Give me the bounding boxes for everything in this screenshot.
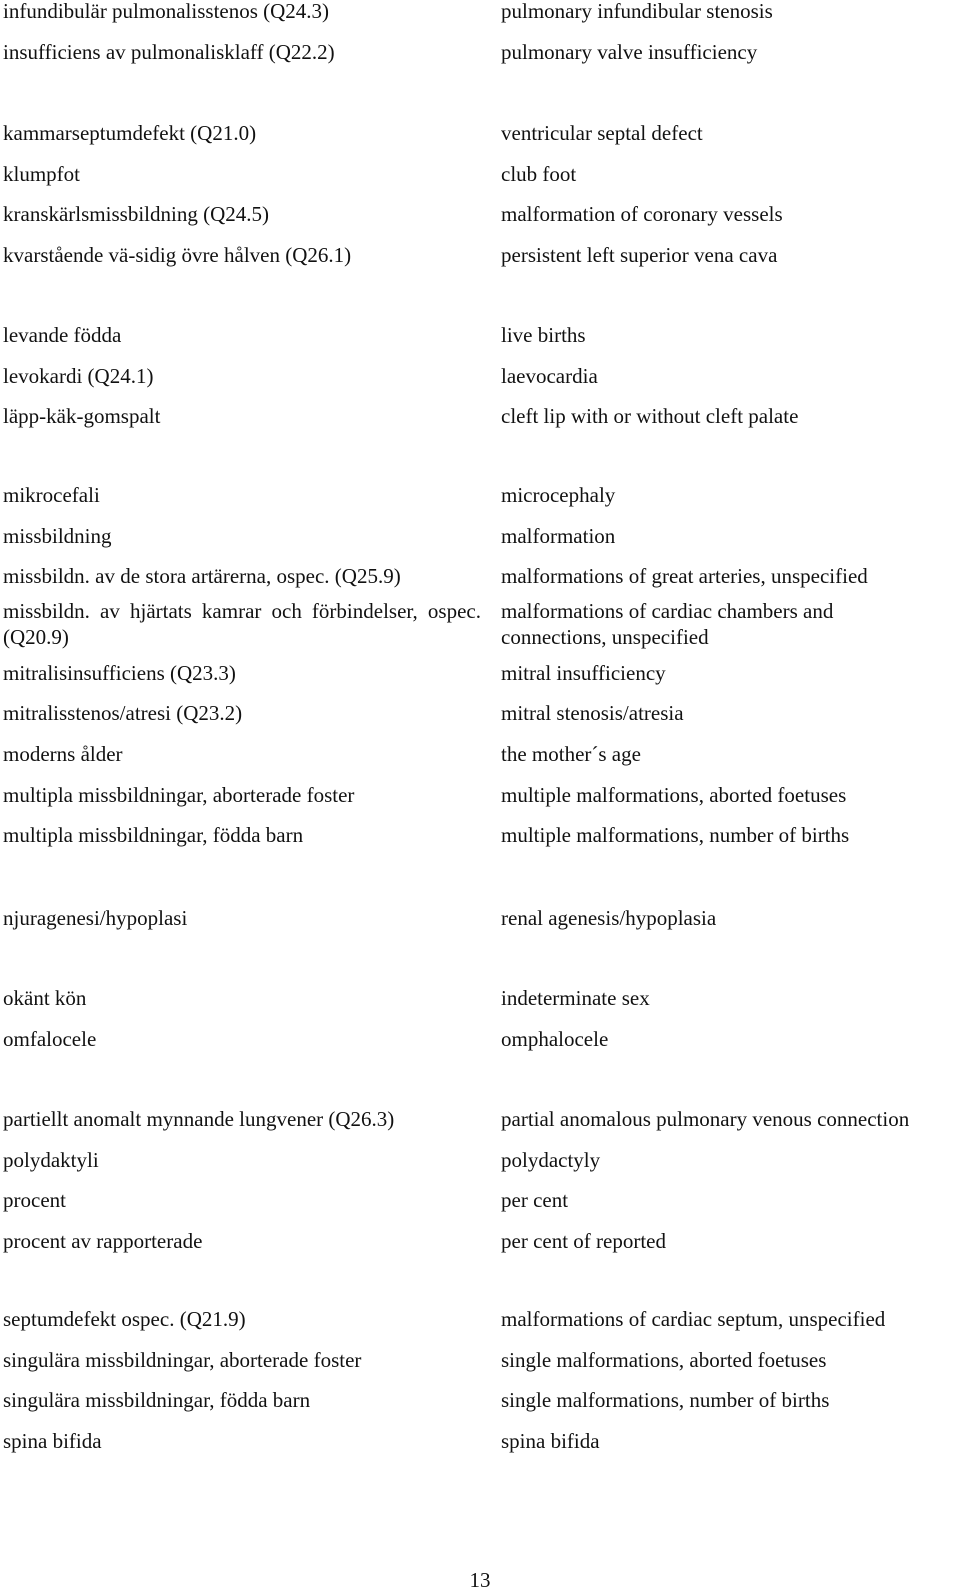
english-term: omphalocele: [501, 1026, 609, 1051]
english-term: cleft lip with or without cleft palate: [501, 404, 799, 429]
english-term: malformation of coronary vessels: [501, 202, 783, 227]
glossary-row: [0, 322, 960, 363]
glossary-row: [0, 598, 960, 660]
glossary-row: [0, 161, 960, 202]
glossary-row: [0, 1228, 960, 1269]
glossary-row: [0, 905, 960, 946]
swedish-term: njuragenesi/hypoplasi: [3, 906, 188, 930]
swedish-term: missbildn. av de stora artärerna, ospec. (Q25.9): [3, 564, 401, 589]
swedish-term: insufficiens av pulmonalisklaff (Q22.2): [3, 39, 335, 64]
english-term: single malformations, number of births: [501, 1388, 830, 1413]
swedish-term: spina bifida: [3, 1428, 102, 1453]
english-term: pulmonary valve insufficiency: [501, 39, 758, 64]
glossary-row: [0, 1387, 960, 1428]
glossary-group: [0, 905, 960, 946]
english-term: per cent of reported: [501, 1228, 666, 1253]
glossary-group: [0, 120, 960, 282]
swedish-term: partiellt anomalt mynnande lungvener (Q26.3): [3, 1107, 395, 1131]
english-term: multiple malformations, number of births: [501, 823, 850, 848]
glossary-row: [0, 782, 960, 823]
glossary-row: [0, 482, 960, 523]
english-term: the mother´s age: [501, 741, 641, 766]
english-term: live births: [501, 323, 586, 347]
english-term: microcephaly: [501, 483, 616, 507]
glossary-row: [0, 1147, 960, 1188]
english-term: per cent: [501, 1188, 569, 1213]
english-term: malformations of great arteries, unspecified: [501, 564, 868, 589]
glossary-row: [0, 1347, 960, 1388]
glossary-row: [0, 403, 960, 444]
glossary-group: [0, 1106, 960, 1268]
swedish-term: kranskärlsmissbildning (Q24.5): [3, 202, 269, 227]
glossary-group: [0, 985, 960, 1066]
swedish-term: levande födda: [3, 323, 122, 347]
english-term: polydactyly: [501, 1147, 601, 1172]
swedish-term: singulära missbildningar, födda barn: [3, 1388, 311, 1413]
swedish-term: multipla missbildningar, aborterade foster: [3, 782, 355, 807]
glossary-row: [0, 201, 960, 242]
swedish-term: kvarstående vä-sidig övre hålven (Q26.1): [3, 242, 352, 267]
glossary-row: [0, 741, 960, 782]
glossary-row: [0, 39, 960, 80]
english-term: spina bifida: [501, 1428, 600, 1453]
swedish-term: läpp-käk-gomspalt: [3, 404, 161, 429]
english-term: partial anomalous pulmonary venous connection: [501, 1107, 910, 1131]
glossary-row: [0, 242, 960, 283]
swedish-term: singulära missbildningar, aborterade foster: [3, 1347, 362, 1372]
glossary-group: [0, 1306, 960, 1468]
swedish-term: polydaktyli: [3, 1147, 99, 1172]
swedish-term: mitralisstenos/atresi (Q23.2): [3, 701, 243, 726]
english-term: single malformations, aborted foetuses: [501, 1347, 827, 1372]
glossary-row: [0, 1187, 960, 1228]
english-term: mitral insufficiency: [501, 660, 666, 685]
glossary-row: [0, 1428, 960, 1469]
glossary-row: [0, 523, 960, 564]
swedish-term: septumdefekt ospec. (Q21.9): [3, 1307, 246, 1331]
swedish-term: procent: [3, 1188, 66, 1213]
swedish-term: mitralisinsufficiens (Q23.3): [3, 660, 236, 685]
english-term: ventricular septal defect: [501, 121, 703, 145]
english-term: malformations of cardiac septum, unspecified: [501, 1307, 886, 1331]
page-number: 13: [469, 1568, 491, 1592]
english-term: indeterminate sex: [501, 986, 650, 1010]
glossary-row: [0, 1306, 960, 1347]
english-term: club foot: [501, 161, 577, 186]
swedish-term: infundibulär pulmonalisstenos (Q24.3): [3, 0, 330, 23]
glossary-row: [0, 660, 960, 701]
english-term: pulmonary infundibular stenosis: [501, 0, 773, 23]
swedish-term: okänt kön: [3, 986, 87, 1010]
swedish-term: mikrocefali: [3, 483, 100, 507]
swedish-term: kammarseptumdefekt (Q21.0): [3, 121, 257, 145]
swedish-term: procent av rapporterade: [3, 1228, 203, 1253]
swedish-term: klumpfot: [3, 161, 80, 186]
glossary-group: [0, 322, 960, 444]
glossary-group: [0, 482, 960, 863]
swedish-term: missbildning: [3, 523, 112, 548]
swedish-term: levokardi (Q24.1): [3, 363, 154, 388]
swedish-term: moderns ålder: [3, 741, 123, 766]
glossary-row: [0, 822, 960, 863]
english-term: malformations of cardiac chambers and connections, unspecified: [501, 598, 834, 649]
glossary-row: [0, 700, 960, 741]
glossary-row: [0, 0, 960, 39]
english-term: mitral stenosis/atresia: [501, 701, 684, 726]
glossary-row: [0, 1026, 960, 1067]
english-term: renal agenesis/hypoplasia: [501, 906, 717, 930]
glossary-row: [0, 1106, 960, 1147]
glossary-group: [0, 0, 960, 79]
swedish-term: multipla missbildningar, födda barn: [3, 823, 304, 848]
english-term: multiple malformations, aborted foetuses: [501, 782, 847, 807]
english-term: laevocardia: [501, 363, 598, 388]
glossary-row: [0, 985, 960, 1026]
english-term: malformation: [501, 523, 616, 548]
swedish-term: omfalocele: [3, 1026, 97, 1051]
glossary-row: [0, 120, 960, 161]
swedish-term: missbildn. av hjärtats kamrar och förbindelser, ospec. (Q20.9): [3, 598, 481, 649]
english-term: persistent left superior vena cava: [501, 242, 778, 267]
glossary-row: [0, 363, 960, 404]
